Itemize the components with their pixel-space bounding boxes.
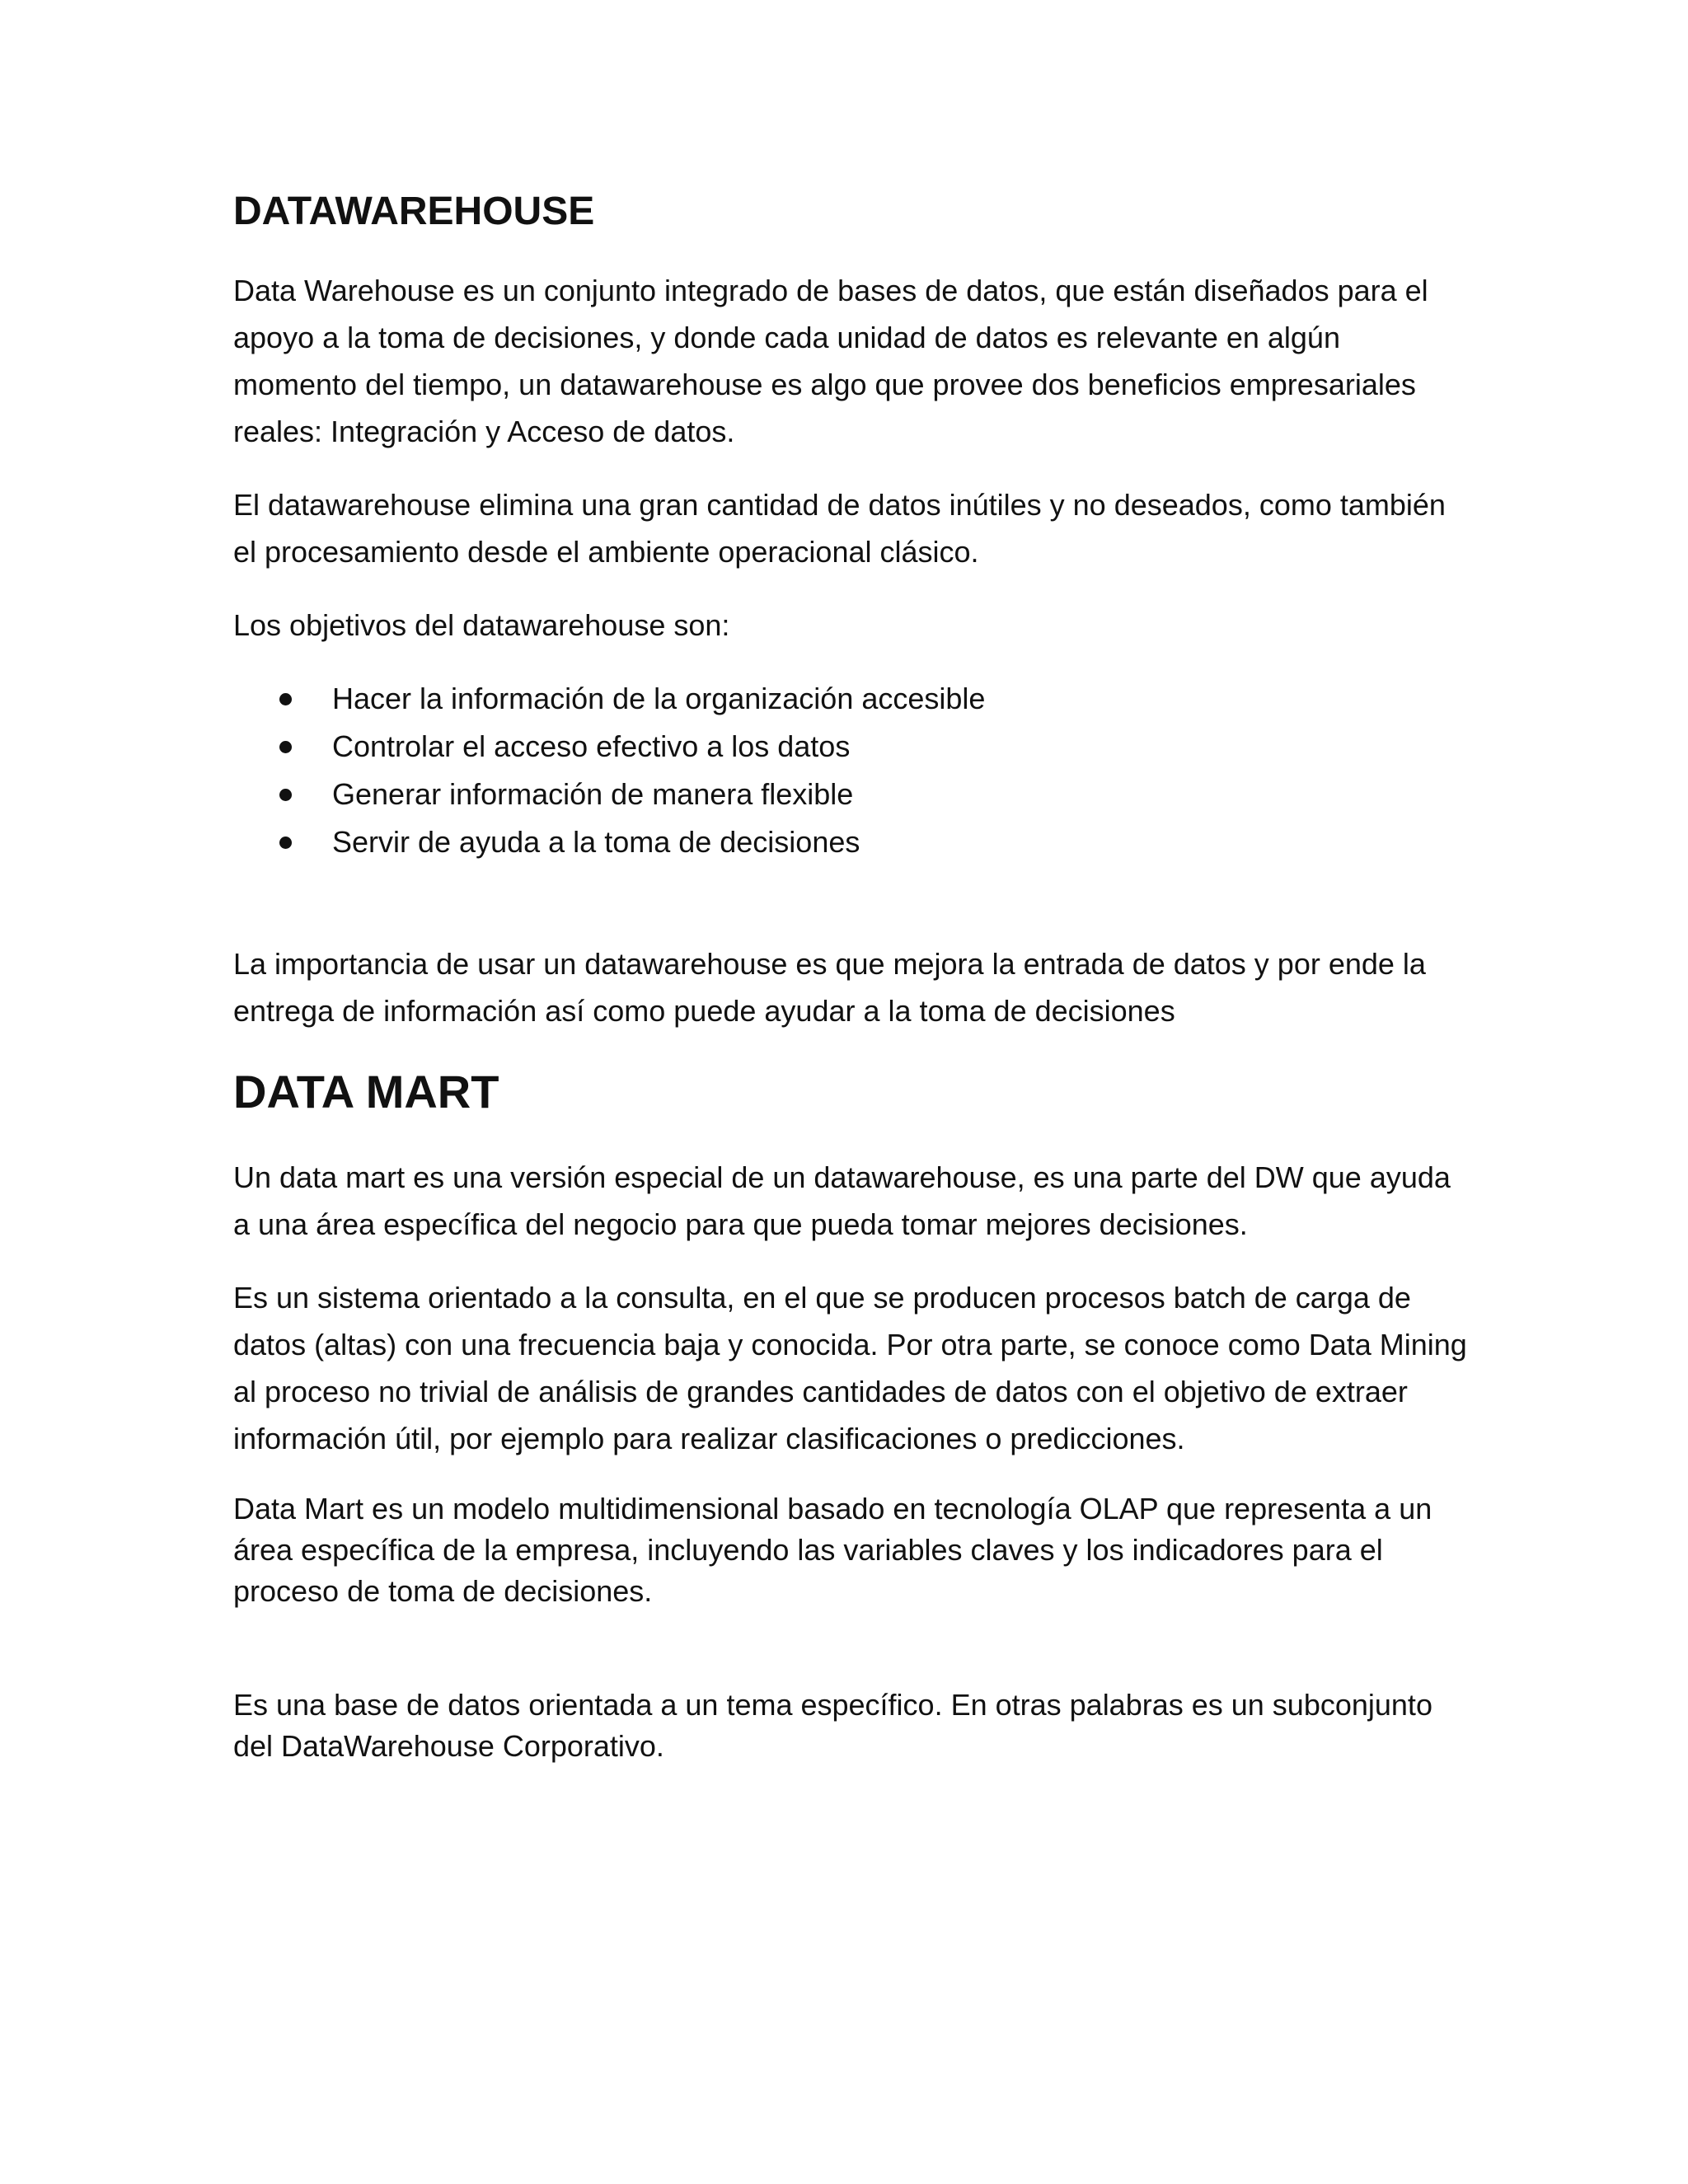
bullet-icon: [279, 837, 292, 849]
datawarehouse-heading: DATAWAREHOUSE: [233, 190, 595, 233]
objectives-intro: Los objetivos del datawarehouse son:: [233, 607, 730, 642]
list-item: [233, 818, 1470, 866]
datamart-paragraph-3: Data Mart es un modelo multidimensional basado en tecnología OLAP que representa a un área específica de la empresa, incluyendo las variables claves y los indicadores para el proceso de toma de decisiones.: [233, 1491, 1432, 1608]
bullet-icon: [279, 789, 292, 801]
datawarehouse-paragraph-3: La importancia de usar un datawarehouse es que mejora la entrada de datos y por ende la entrega de información así como puede ayudar a la toma de decisiones: [233, 946, 1426, 1028]
list-item-text: Hacer la información de la organización accesible: [332, 681, 986, 715]
datawarehouse-paragraph-2: El datawarehouse elimina una gran cantidad de datos inútiles y no deseados, como también el procesamiento desde el ambiente operacional clásico.: [233, 487, 1446, 569]
datamart-heading: DATA MART: [233, 1065, 499, 1118]
list-item: [233, 723, 1470, 771]
datamart-paragraph-2: Es un sistema orientado a la consulta, en el que se producen procesos batch de carga de datos (altas) con una frecuencia baja y conocida. Por otra parte, se conoce como Data Mining al proceso no trivial de análisis de grandes cantidades de datos con el objetivo de extraer información útil, por ejemplo para realizar clasificaciones o predicciones.: [233, 1280, 1467, 1455]
list-item: [233, 675, 1470, 723]
section-spacer: [233, 866, 1470, 940]
bullet-icon: [279, 693, 292, 705]
list-item: [233, 771, 1470, 818]
datawarehouse-paragraph-1: Data Warehouse es un conjunto integrado de bases de datos, que están diseñados para el apoyo a la toma de decisiones, y donde cada unidad de datos es relevante en algún momento del tiempo, un datawarehouse es algo que provee dos beneficios empresariales reales: Integración y Acceso de datos.: [233, 273, 1428, 448]
section-spacer: [233, 1612, 1470, 1685]
list-item-text: Controlar el acceso efectivo a los datos: [332, 729, 851, 763]
list-item-text: Generar información de manera flexible: [332, 776, 854, 811]
objectives-list: [233, 675, 1470, 866]
datamart-paragraph-4: Es una base de datos orientada a un tema específico. En otras palabras es un subconjunto del DataWarehouse Corporativo.: [233, 1687, 1432, 1763]
bullet-icon: [279, 741, 292, 753]
list-item-text: Servir de ayuda a la toma de decisiones: [332, 824, 860, 859]
datamart-paragraph-1: Un data mart es una versión especial de un datawarehouse, es una parte del DW que ayuda a una área específica del negocio para que pueda tomar mejores decisiones.: [233, 1160, 1451, 1241]
document-content: [233, 188, 1470, 1767]
